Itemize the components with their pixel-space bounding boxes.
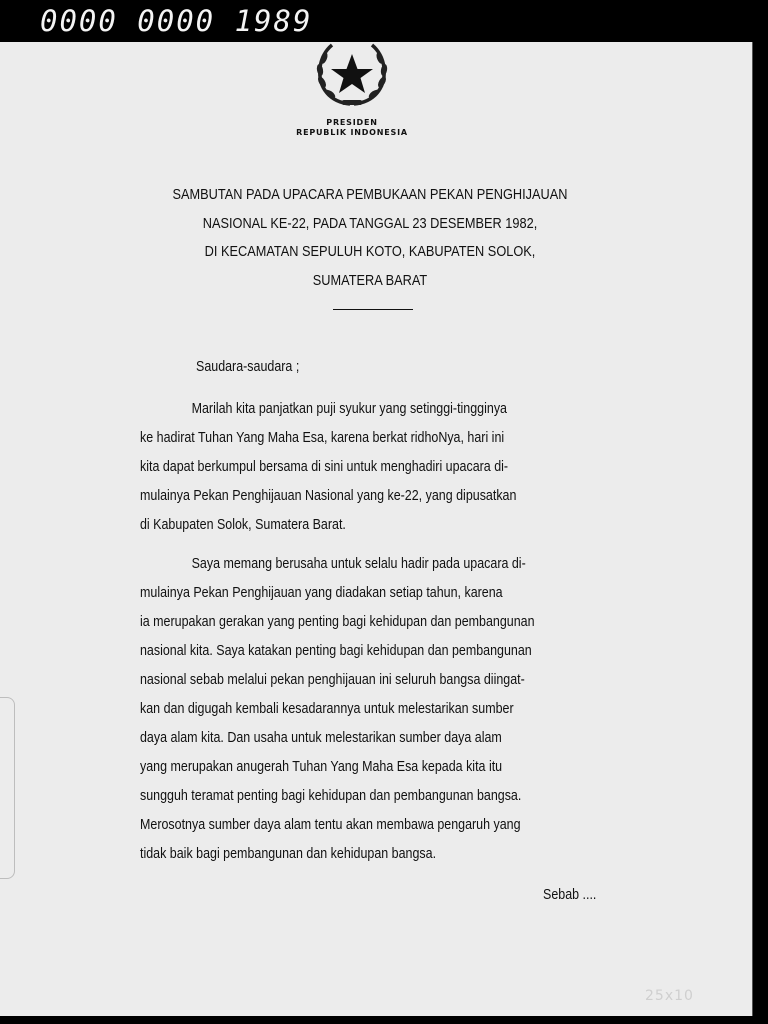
paragraph-line: nasional kita. Saya katakan penting bagi kehidupan dan pembangunan bbox=[140, 643, 532, 659]
title-line-4: SUMATERA BARAT bbox=[312, 272, 428, 289]
paragraph-2 bbox=[140, 550, 534, 869]
film-frame-code: 0000 0000 1989 bbox=[40, 4, 313, 38]
paragraph-line: kita dapat berkumpul bersama di sini untuk menghadiri upacara di- bbox=[140, 459, 509, 475]
paragraph-line: daya alam kita. Dan usaha untuk melestarikan sumber daya alam bbox=[140, 730, 502, 746]
paragraph-line: nasional sebab melalui pekan penghijauan ini seluruh bangsa diingat- bbox=[140, 672, 525, 688]
paragraph-line: Saya memang berusaha untuk selalu hadir pada upacara di- bbox=[191, 556, 526, 572]
paragraph-line: ke hadirat Tuhan Yang Maha Esa, karena berkat ridhoNya, hari ini bbox=[140, 430, 505, 446]
paragraph-line: ia merupakan gerakan yang penting bagi kehidupan dan pembangunan bbox=[140, 614, 535, 630]
title-line-1: SAMBUTAN PADA UPACARA PEMBUKAAN PEKAN PENGHIJAUAN bbox=[172, 187, 568, 203]
document-page bbox=[0, 42, 753, 1016]
paragraph-line: yang merupakan anugerah Tuhan Yang Maha Esa kepada kita itu bbox=[140, 759, 503, 775]
paragraph-line: mulainya Pekan Penghijauan Nasional yang ke-22, yang dipusatkan bbox=[140, 488, 517, 504]
paragraph-line: sungguh teramat penting bagi kehidupan dan pembangunan bangsa. bbox=[140, 788, 522, 804]
salutation: Saudara-saudara ; bbox=[196, 359, 300, 375]
office-line-1: PRESIDEN bbox=[326, 118, 378, 127]
speech-title bbox=[159, 181, 581, 295]
title-line-3: DI KECAMATAN SEPULUH KOTO, KABUPATEN SOLOK, bbox=[204, 244, 536, 260]
office-heading bbox=[272, 118, 432, 138]
paragraph-line: di Kabupaten Solok, Sumatera Barat. bbox=[140, 517, 346, 533]
paragraph-line: Marilah kita panjatkan puji syukur yang setinggi-tingginya bbox=[191, 401, 507, 417]
reduction-ratio-mark: 25x10 bbox=[645, 988, 694, 1004]
office-line-2: REPUBLIK INDONESIA bbox=[296, 128, 408, 137]
paragraph-line: Merosotnya sumber daya alam tentu akan membawa pengaruh yang bbox=[140, 817, 521, 833]
title-divider bbox=[333, 309, 413, 310]
paragraph-line: tidak baik bagi pembangunan dan kehidupan bangsa. bbox=[140, 846, 437, 862]
presidential-emblem-icon bbox=[312, 42, 392, 108]
title-line-2: NASIONAL KE-22, PADA TANGGAL 23 DESEMBER 1982, bbox=[202, 215, 538, 232]
scan-edge-mark bbox=[0, 697, 15, 879]
paragraph-line: kan dan digugah kembali kesadarannya untuk melestarikan sumber bbox=[140, 701, 514, 717]
paragraph-line: mulainya Pekan Penghijauan yang diadakan setiap tahun, karena bbox=[140, 585, 503, 601]
paragraph-1 bbox=[140, 395, 516, 540]
continuation-catchword: Sebab .... bbox=[543, 887, 597, 903]
